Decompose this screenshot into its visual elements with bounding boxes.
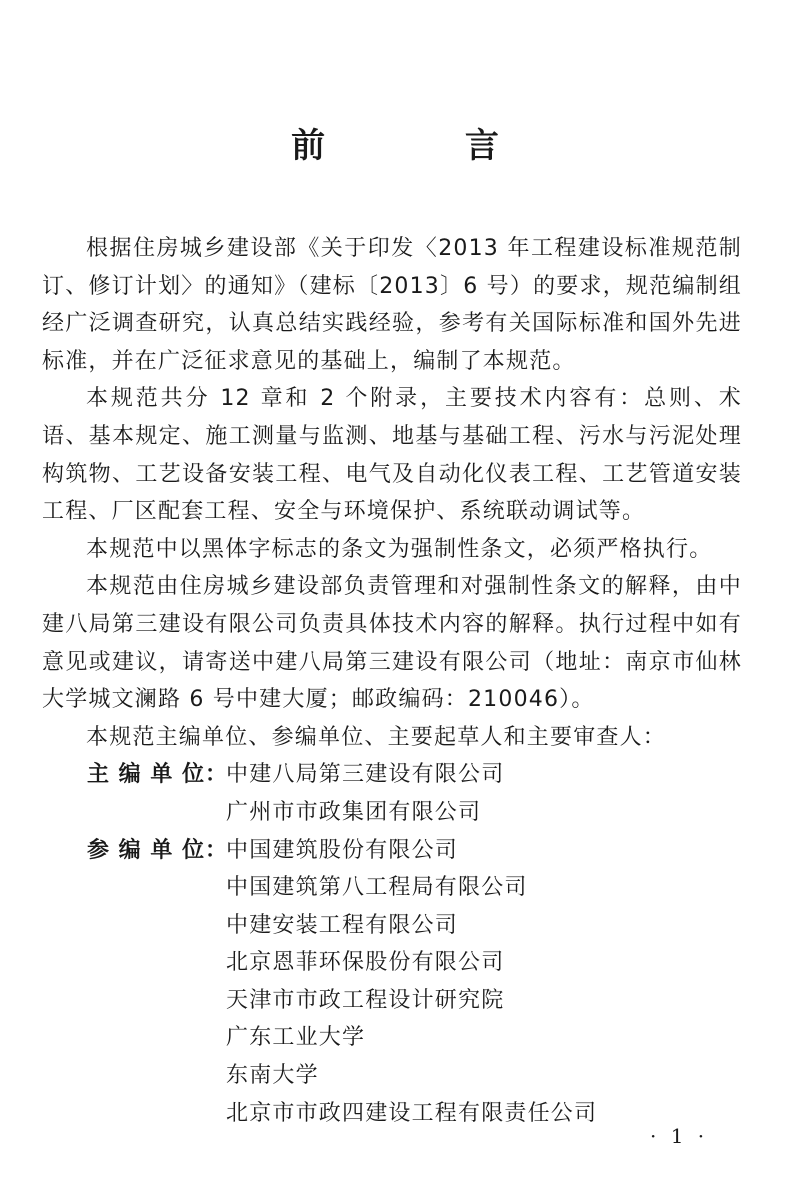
chief-editor-unit: 广州市市政集团有限公司: [226, 799, 482, 825]
body-text: [42, 230, 742, 1132]
paragraph-units-intro: 本规范主编单位、参编单位、主要起草人和主要审查人：: [86, 724, 667, 750]
co-editor-unit: 中建安装工程有限公司: [226, 912, 459, 938]
paragraph-background: 根据住房城乡建设部《关于印发〈2013 年工程建设标准规范制订、修订计划〉的通知》（建标〔2013〕6 号）的要求，规范编制组经广泛调查研究，认真总结实践经验，参考有关国际标准和国外先进标准，并在广泛征求意见的基础上，编制了本规范。: [42, 236, 742, 374]
co-editor-unit: 东南大学: [226, 1063, 319, 1089]
co-editor-unit: 北京恩菲环保股份有限公司: [226, 950, 505, 976]
page-number: · 1 ·: [650, 1124, 709, 1148]
org-row: [42, 832, 742, 870]
paragraph-management: 本规范由住房城乡建设部负责管理和对强制性条文的解释，由中建八局第三建设有限公司负责具体技术内容的解释。执行过程中如有意见或建议，请寄送中建八局第三建设有限公司（地址：南京市仙林大学城文澜路 6 号中建大厦；邮政编码：210046）。: [42, 574, 742, 713]
co-editor-units: [42, 832, 742, 1133]
org-row: [42, 756, 742, 794]
paragraph-mandatory: 本规范中以黑体字标志的条文为强制性条文，必须严格执行。: [86, 536, 713, 562]
co-editor-unit: 广东工业大学: [226, 1025, 366, 1051]
co-editor-unit: 中国建筑股份有限公司: [226, 837, 459, 863]
chief-editor-unit: 中建八局第三建设有限公司: [226, 762, 505, 788]
co-editor-unit: 天津市市政工程设计研究院: [226, 987, 505, 1013]
co-editor-label: 参 编 单 位：: [87, 837, 228, 863]
page-title: 前 言: [291, 126, 563, 166]
org-row: [42, 1019, 742, 1057]
org-row: [42, 907, 742, 945]
co-editor-unit: 中国建筑第八工程局有限公司: [226, 875, 528, 901]
org-row: [42, 982, 742, 1020]
org-row: [42, 1095, 742, 1133]
org-row: [42, 869, 742, 907]
org-row: [42, 794, 742, 832]
org-row: [42, 944, 742, 982]
org-row: [42, 1057, 742, 1095]
chief-editor-units: [42, 756, 742, 831]
paragraph-contents: 本规范共分 12 章和 2 个附录，主要技术内容有：总则、术语、基本规定、施工测量与监测、地基与基础工程、污水与污泥处理构筑物、工艺设备安装工程、电气及自动化仪表工程、工艺管道安装工程、厂区配套工程、安全与环境保护、系统联动调试等。: [42, 386, 742, 525]
chief-editor-label: 主 编 单 位：: [87, 762, 228, 788]
co-editor-unit: 北京市市政四建设工程有限责任公司: [226, 1100, 598, 1126]
